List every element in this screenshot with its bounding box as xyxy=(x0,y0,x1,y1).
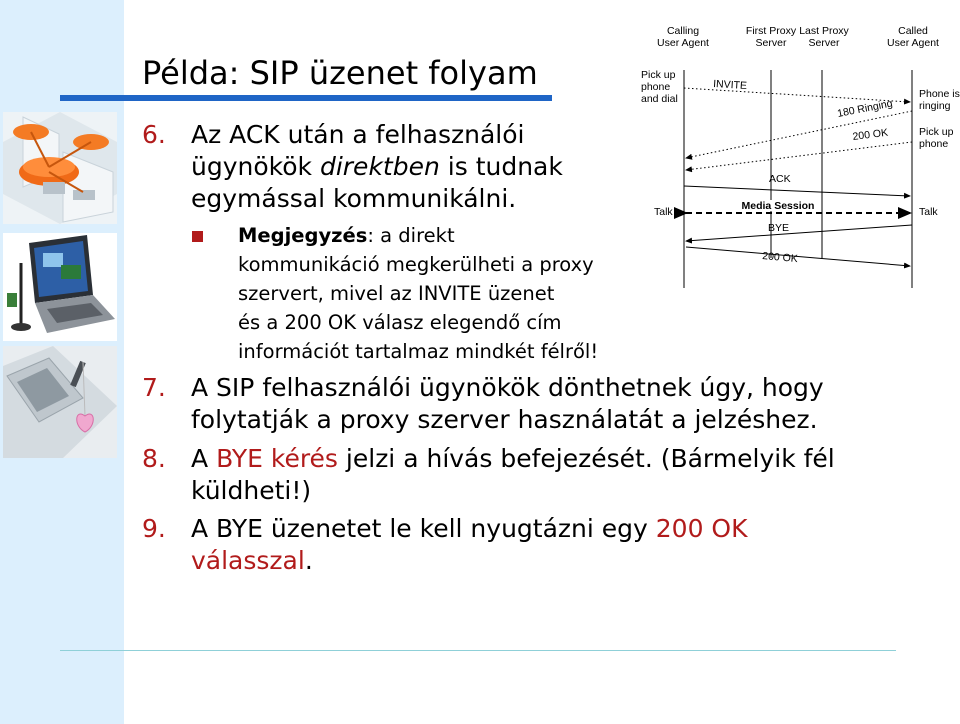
ok1-arrow xyxy=(686,142,912,170)
item8-line2: küldheti!) xyxy=(191,476,312,505)
note-label: Megjegyzés xyxy=(238,224,368,247)
phone-ringing-2: ringing xyxy=(919,100,951,112)
header-first-2: Server xyxy=(755,37,787,49)
item6-line3: egymással kommunikálni. xyxy=(191,184,517,213)
header-last-1: Last Proxy xyxy=(799,25,849,37)
item8-pre: A xyxy=(191,444,217,473)
note-line5: információt tartalmaz mindkét félről! xyxy=(238,340,599,363)
bye-label: BYE xyxy=(768,222,790,234)
pickup-left-1: Pick up xyxy=(641,69,676,81)
pickup-left-3: and dial xyxy=(641,93,678,105)
item6-line2-italic: direktben xyxy=(319,152,440,181)
ringing-label: 180 Ringing xyxy=(836,97,894,120)
pickup-left-2: phone xyxy=(641,81,671,93)
item6-line1: Az ACK után a felhasználói xyxy=(191,120,525,149)
ack-label: ACK xyxy=(769,173,791,185)
note-line4: és a 200 OK válasz elegendő cím xyxy=(238,311,562,334)
header-called-2: User Agent xyxy=(887,37,939,49)
talk-left: Talk xyxy=(654,206,673,218)
note-line1 xyxy=(238,221,698,250)
media-session-label: Media Session xyxy=(741,200,815,212)
item-number: 6. xyxy=(142,120,166,149)
bullet-square-icon xyxy=(192,231,203,242)
phone-ringing-1: Phone is xyxy=(919,88,960,100)
note-line2: kommunikáció megkerülheti a proxy xyxy=(238,253,594,276)
item-number: 8. xyxy=(142,444,166,473)
laptop-photo xyxy=(3,233,117,341)
phone-photo xyxy=(3,346,117,458)
note-line3: szervert, mivel az INVITE üzenet xyxy=(238,282,555,305)
ok2-label: 200 OK xyxy=(761,250,799,266)
header-called-1: Called xyxy=(898,25,928,37)
ack-arrow xyxy=(684,186,910,196)
header-calling-2: User Agent xyxy=(657,37,709,49)
item-number: 9. xyxy=(142,514,166,543)
sip-flow-diagram xyxy=(636,18,960,300)
header-first-1: First Proxy xyxy=(745,25,797,37)
item9-line2-highlight: válasszal xyxy=(191,546,305,575)
item6-line2 xyxy=(191,151,563,183)
header-last-2: Server xyxy=(808,37,840,49)
item8-post: jelzi a hívás befejezését. (Bármelyik fél xyxy=(337,444,835,473)
pickup-right-1: Pick up xyxy=(919,126,954,138)
title-underline xyxy=(60,95,552,101)
network-photo xyxy=(3,112,117,224)
invite-label: INVITE xyxy=(712,78,748,93)
item7-line2: folytatják a proxy szerver használatát a jelzéshez. xyxy=(191,405,818,434)
pickup-right-2: phone xyxy=(919,138,949,150)
item9-line2-post: . xyxy=(304,546,313,575)
page-title: Példa: SIP üzenet folyam xyxy=(142,54,538,92)
item-number: 7. xyxy=(142,373,166,402)
item9-line2 xyxy=(191,545,748,577)
item9-pre: A BYE üzenetet le kell nyugtázni egy xyxy=(191,514,656,543)
item6-line2-b: is tudnak xyxy=(439,152,563,181)
ok1-label: 200 OK xyxy=(851,126,889,143)
item6-line2-a: ügynökök xyxy=(191,152,320,181)
item8-highlight: BYE kérés xyxy=(216,444,338,473)
footer-divider xyxy=(60,650,896,651)
left-decor-band xyxy=(0,0,124,724)
item9-highlight: 200 OK xyxy=(655,514,748,543)
item7-line1: A SIP felhasználói ügynökök dönthetnek úgy, hogy xyxy=(191,373,824,402)
note-l1: : a direkt xyxy=(367,224,455,247)
item9-line1 xyxy=(191,513,748,545)
item8-line1 xyxy=(191,443,835,475)
header-calling-1: Calling xyxy=(666,25,700,37)
ok2-arrow xyxy=(686,247,910,266)
bye-arrow xyxy=(686,225,912,241)
talk-right: Talk xyxy=(919,206,938,218)
